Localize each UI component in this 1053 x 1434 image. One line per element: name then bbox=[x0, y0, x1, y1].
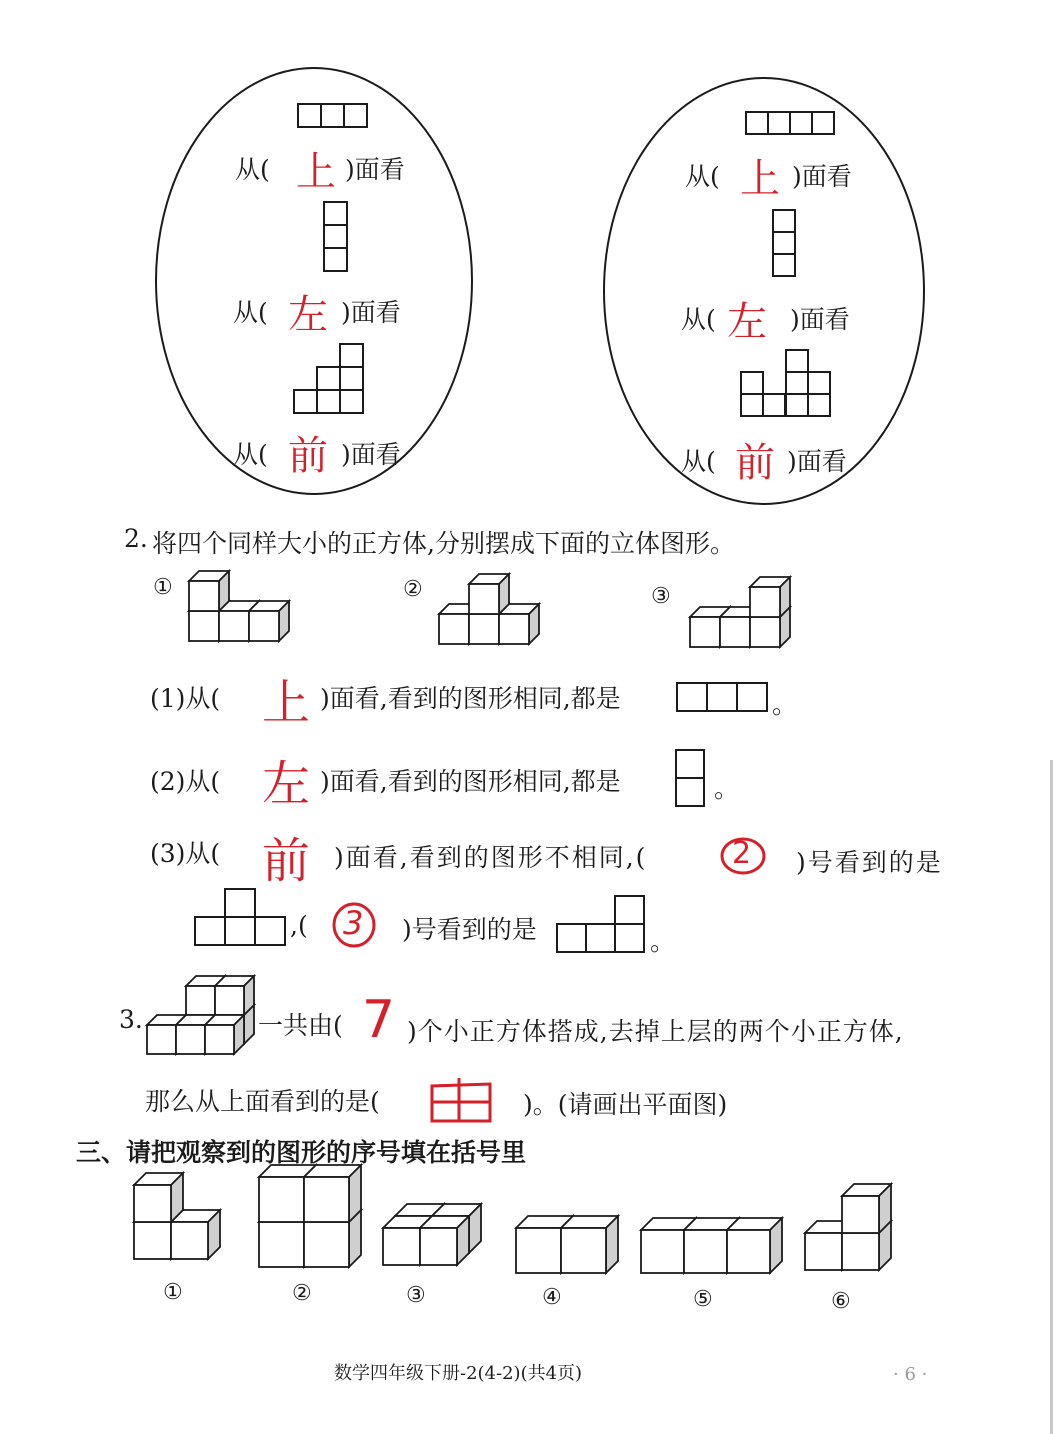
view-prefix: 从( bbox=[235, 155, 270, 184]
q3-shape bbox=[147, 976, 254, 1054]
q2-shape-1 bbox=[189, 571, 289, 641]
section-3-heading: 三、请把观察到的图形的序号填在括号里 bbox=[76, 1138, 527, 1167]
q2-s3-answer: 前 bbox=[262, 833, 311, 889]
answer-right-2: 左 bbox=[727, 299, 767, 345]
view-suffix: )面看 bbox=[792, 162, 852, 191]
s3-label-6: ⑥ bbox=[831, 1289, 851, 1314]
q2-number: 2. bbox=[124, 524, 148, 553]
s3-shape-2 bbox=[259, 1165, 361, 1267]
s3-label-1: ① bbox=[163, 1280, 183, 1305]
q3-number: 3. bbox=[119, 1005, 143, 1034]
q2-s1-text: )面看,看到的图形相同,都是 bbox=[320, 684, 621, 713]
q3-drawn-top-view bbox=[432, 1078, 490, 1121]
left-front-view bbox=[294, 344, 363, 413]
page-footer: 数学四年级下册-2(4-2)(共4页) bbox=[334, 1363, 583, 1384]
q2-s3-text2: )号看到的是 bbox=[796, 848, 943, 877]
right-front-view bbox=[741, 350, 830, 416]
q2-s3-answer3: 3 bbox=[343, 904, 364, 942]
s3-label-3: ③ bbox=[406, 1283, 426, 1308]
s3-shape-3 bbox=[383, 1204, 481, 1265]
q3-text4: )。(请画出平面图) bbox=[523, 1090, 728, 1119]
q3-text3: 那么从上面看到的是( bbox=[145, 1087, 380, 1116]
answer-left-2: 左 bbox=[288, 292, 328, 338]
q2-top-view-answer bbox=[677, 683, 767, 711]
page-number: · 6 · bbox=[893, 1364, 928, 1385]
view-prefix: 从( bbox=[685, 162, 720, 191]
view-suffix: )面看 bbox=[345, 155, 405, 184]
q2-s3-text3: )号看到的是 bbox=[402, 915, 537, 944]
q2-s1-end: 。 bbox=[772, 690, 798, 719]
answer-left-3: 前 bbox=[288, 433, 328, 479]
s3-shape-5 bbox=[641, 1218, 782, 1273]
answer-left-1: 上 bbox=[296, 149, 336, 195]
view-suffix: )面看 bbox=[341, 298, 401, 327]
q2-s1-prefix: (1)从( bbox=[150, 684, 221, 713]
q2-front-view-shape3 bbox=[557, 896, 644, 952]
shape-label-3: ③ bbox=[651, 584, 671, 609]
left-side-view bbox=[324, 202, 347, 271]
view-suffix: )面看 bbox=[341, 440, 401, 469]
s3-shape-6 bbox=[805, 1184, 891, 1270]
q2-s3-text: )面看,看到的图形不相同,( bbox=[334, 843, 648, 872]
view-prefix: 从( bbox=[681, 305, 716, 334]
view-prefix: 从( bbox=[233, 440, 268, 469]
q2-s3-comma: ,( bbox=[290, 911, 308, 940]
q2-s3-end: 。 bbox=[650, 927, 676, 956]
right-top-view bbox=[746, 112, 834, 134]
q2-s2-text: )面看,看到的图形相同,都是 bbox=[320, 767, 621, 796]
answer-right-1: 上 bbox=[740, 156, 780, 202]
q2-shape-2 bbox=[439, 574, 539, 644]
q2-s2-prefix: (2)从( bbox=[150, 767, 221, 796]
q2-s2-end: 。 bbox=[714, 774, 740, 803]
q3-text2: )个小正方体搭成,去掉上层的两个小正方体, bbox=[407, 1017, 904, 1046]
view-prefix: 从( bbox=[233, 298, 268, 327]
shape-label-1: ① bbox=[153, 575, 173, 600]
q2-shape-3 bbox=[690, 577, 790, 647]
q2-s3-answer2: 2 bbox=[732, 836, 752, 871]
view-prefix: 从( bbox=[681, 447, 716, 476]
s3-shape-4 bbox=[516, 1216, 618, 1273]
view-suffix: )面看 bbox=[790, 305, 850, 334]
q2-text: 将四个同样大小的正方体,分别摆成下面的立体图形。 bbox=[152, 529, 735, 558]
left-top-view bbox=[298, 104, 367, 127]
q2-s1-answer: 上 bbox=[262, 675, 311, 731]
s3-label-4: ④ bbox=[542, 1285, 562, 1310]
s3-label-2: ② bbox=[292, 1281, 312, 1306]
answer-right-3: 前 bbox=[735, 440, 775, 486]
s3-shape-1 bbox=[134, 1173, 220, 1259]
q2-s2-answer: 左 bbox=[262, 756, 311, 812]
view-suffix: )面看 bbox=[787, 447, 847, 476]
q2-front-view-shape2 bbox=[195, 889, 285, 945]
q2-s3-prefix: (3)从( bbox=[150, 839, 221, 868]
shape-label-2: ② bbox=[403, 577, 423, 602]
q2-side-view-answer bbox=[676, 750, 704, 806]
q3-text1: 一共由( bbox=[258, 1011, 343, 1040]
q3-answer1: 7 bbox=[362, 990, 396, 1050]
right-side-view bbox=[773, 210, 795, 276]
s3-label-5: ⑤ bbox=[693, 1287, 713, 1312]
